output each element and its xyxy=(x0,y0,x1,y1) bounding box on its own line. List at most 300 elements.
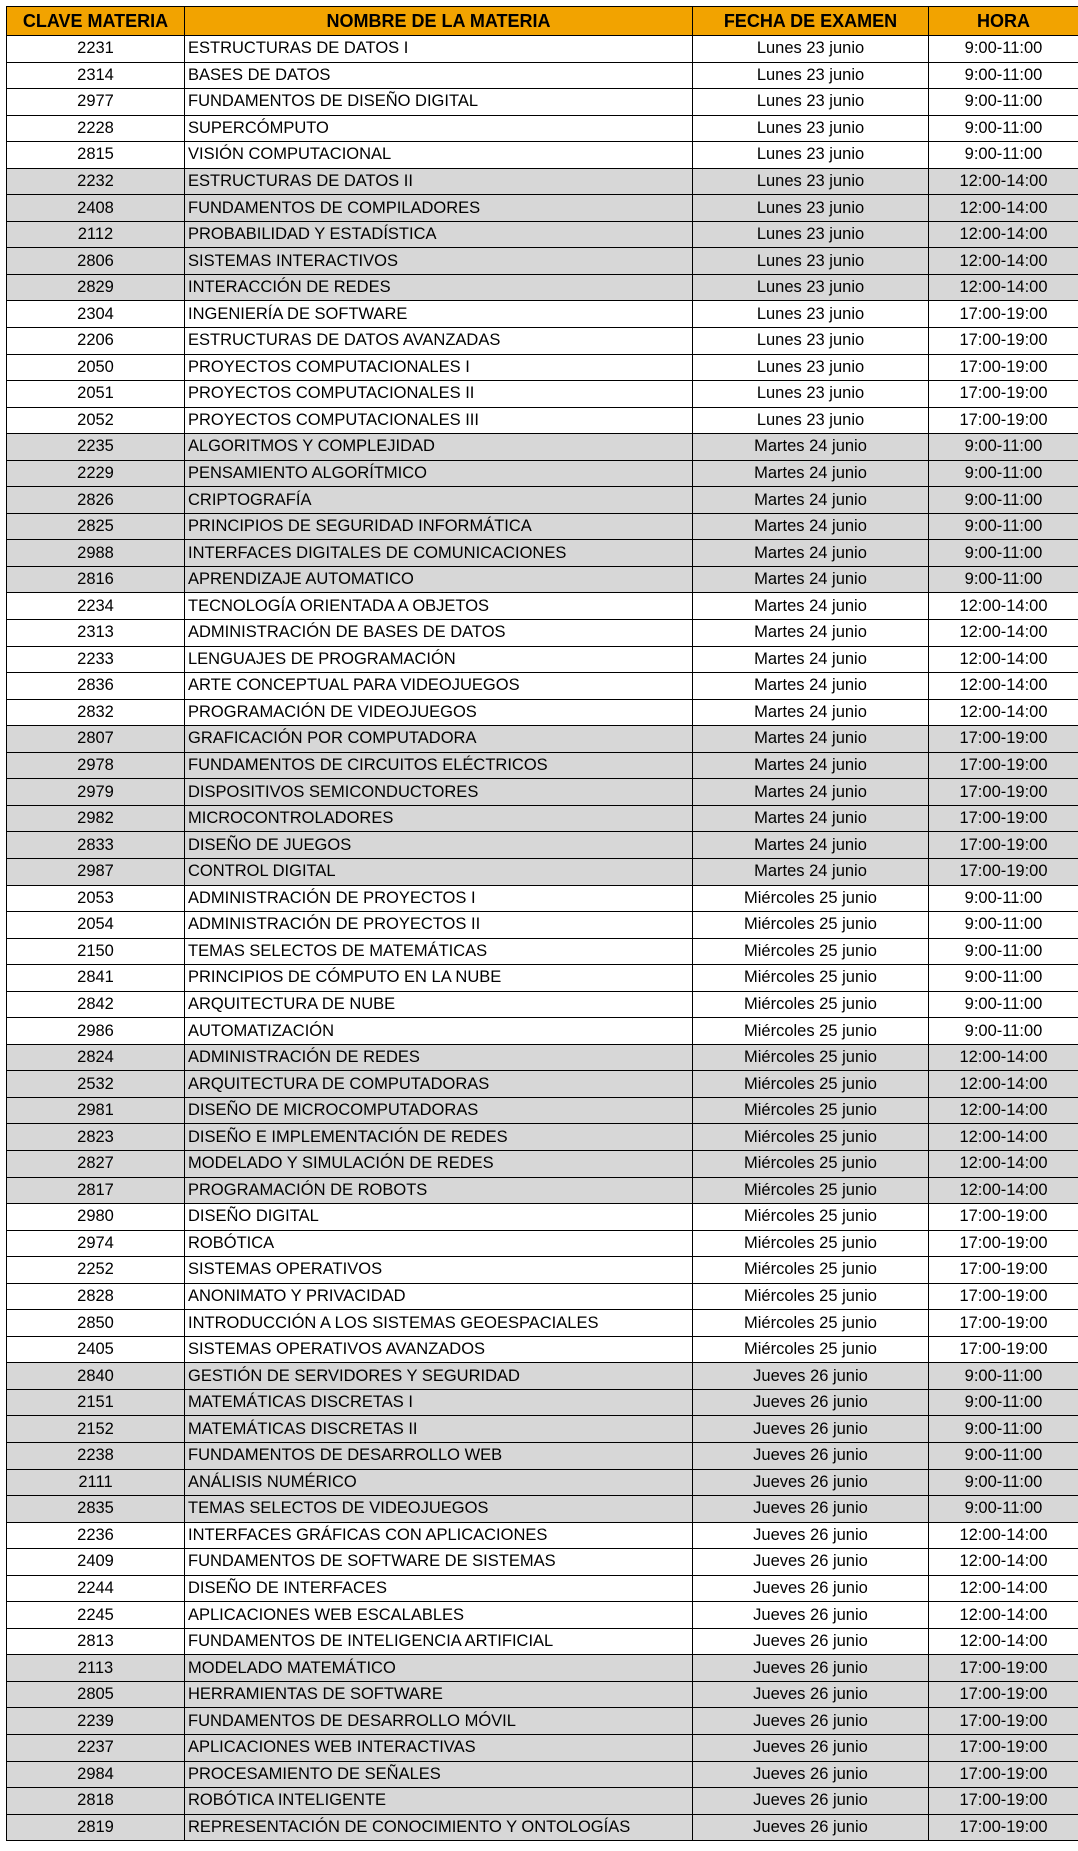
hora-cell: 17:00-19:00 xyxy=(929,1761,1078,1788)
fecha-cell: Miércoles 25 junio xyxy=(693,1177,929,1204)
nombre-cell: PROGRAMACIÓN DE VIDEOJUEGOS xyxy=(185,699,693,726)
table-row xyxy=(7,832,1078,859)
clave-cell: 2245 xyxy=(7,1602,185,1629)
header-clave: CLAVE MATERIA xyxy=(7,7,185,36)
clave-cell: 2409 xyxy=(7,1549,185,1576)
table-row xyxy=(7,1761,1078,1788)
nombre-cell: ARQUITECTURA DE COMPUTADORAS xyxy=(185,1071,693,1098)
clave-cell: 2053 xyxy=(7,885,185,912)
clave-cell: 2313 xyxy=(7,620,185,647)
table-row xyxy=(7,1549,1078,1576)
fecha-cell: Lunes 23 junio xyxy=(693,195,929,222)
nombre-cell: ARQUITECTURA DE NUBE xyxy=(185,991,693,1018)
hora-cell: 17:00-19:00 xyxy=(929,779,1078,806)
hora-cell: 17:00-19:00 xyxy=(929,328,1078,355)
fecha-cell: Lunes 23 junio xyxy=(693,115,929,142)
nombre-cell: PROGRAMACIÓN DE ROBOTS xyxy=(185,1177,693,1204)
clave-cell: 2984 xyxy=(7,1761,185,1788)
clave-cell: 2841 xyxy=(7,965,185,992)
nombre-cell: MATEMÁTICAS DISCRETAS I xyxy=(185,1389,693,1416)
table-row xyxy=(7,1442,1078,1469)
nombre-cell: TECNOLOGÍA ORIENTADA A OBJETOS xyxy=(185,593,693,620)
nombre-cell: DISPOSITIVOS SEMICONDUCTORES xyxy=(185,779,693,806)
table-row xyxy=(7,1363,1078,1390)
table-row xyxy=(7,142,1078,169)
fecha-cell: Miércoles 25 junio xyxy=(693,1018,929,1045)
clave-cell: 2982 xyxy=(7,805,185,832)
clave-cell: 2405 xyxy=(7,1336,185,1363)
hora-cell: 12:00-14:00 xyxy=(929,1177,1078,1204)
fecha-cell: Martes 24 junio xyxy=(693,726,929,753)
fecha-cell: Miércoles 25 junio xyxy=(693,1310,929,1337)
nombre-cell: GRAFICACIÓN POR COMPUTADORA xyxy=(185,726,693,753)
clave-cell: 2304 xyxy=(7,301,185,328)
table-row xyxy=(7,593,1078,620)
table-row xyxy=(7,513,1078,540)
table-row xyxy=(7,1655,1078,1682)
nombre-cell: ESTRUCTURAS DE DATOS I xyxy=(185,36,693,63)
table-row xyxy=(7,434,1078,461)
hora-cell: 17:00-19:00 xyxy=(929,407,1078,434)
clave-cell: 2813 xyxy=(7,1628,185,1655)
hora-cell: 17:00-19:00 xyxy=(929,1814,1078,1841)
table-row xyxy=(7,779,1078,806)
clave-cell: 2231 xyxy=(7,36,185,63)
table-row xyxy=(7,115,1078,142)
nombre-cell: MATEMÁTICAS DISCRETAS II xyxy=(185,1416,693,1443)
nombre-cell: TEMAS SELECTOS DE MATEMÁTICAS xyxy=(185,938,693,965)
clave-cell: 2816 xyxy=(7,566,185,593)
fecha-cell: Miércoles 25 junio xyxy=(693,912,929,939)
clave-cell: 2988 xyxy=(7,540,185,567)
table-row xyxy=(7,1788,1078,1815)
fecha-cell: Lunes 23 junio xyxy=(693,168,929,195)
fecha-cell: Martes 24 junio xyxy=(693,699,929,726)
clave-cell: 2979 xyxy=(7,779,185,806)
nombre-cell: PROYECTOS COMPUTACIONALES II xyxy=(185,381,693,408)
table-row xyxy=(7,1708,1078,1735)
fecha-cell: Martes 24 junio xyxy=(693,434,929,461)
nombre-cell: CONTROL DIGITAL xyxy=(185,858,693,885)
clave-cell: 2206 xyxy=(7,328,185,355)
nombre-cell: FUNDAMENTOS DE DISEÑO DIGITAL xyxy=(185,89,693,116)
fecha-cell: Jueves 26 junio xyxy=(693,1602,929,1629)
clave-cell: 2824 xyxy=(7,1044,185,1071)
fecha-cell: Miércoles 25 junio xyxy=(693,1283,929,1310)
hora-cell: 17:00-19:00 xyxy=(929,726,1078,753)
table-row xyxy=(7,1575,1078,1602)
table-row xyxy=(7,248,1078,275)
clave-cell: 2807 xyxy=(7,726,185,753)
nombre-cell: ANONIMATO Y PRIVACIDAD xyxy=(185,1283,693,1310)
nombre-cell: ANÁLISIS NUMÉRICO xyxy=(185,1469,693,1496)
hora-cell: 17:00-19:00 xyxy=(929,1310,1078,1337)
hora-cell: 17:00-19:00 xyxy=(929,1230,1078,1257)
nombre-cell: MODELADO MATEMÁTICO xyxy=(185,1655,693,1682)
nombre-cell: FUNDAMENTOS DE CIRCUITOS ELÉCTRICOS xyxy=(185,752,693,779)
fecha-cell: Jueves 26 junio xyxy=(693,1655,929,1682)
table-row xyxy=(7,566,1078,593)
hora-cell: 9:00-11:00 xyxy=(929,1389,1078,1416)
header-hora: HORA xyxy=(929,7,1078,36)
hora-cell: 9:00-11:00 xyxy=(929,1469,1078,1496)
table-row xyxy=(7,460,1078,487)
fecha-cell: Lunes 23 junio xyxy=(693,274,929,301)
nombre-cell: PRINCIPIOS DE SEGURIDAD INFORMÁTICA xyxy=(185,513,693,540)
hora-cell: 9:00-11:00 xyxy=(929,885,1078,912)
clave-cell: 2238 xyxy=(7,1442,185,1469)
fecha-cell: Martes 24 junio xyxy=(693,566,929,593)
hora-cell: 9:00-11:00 xyxy=(929,115,1078,142)
table-row xyxy=(7,912,1078,939)
fecha-cell: Martes 24 junio xyxy=(693,858,929,885)
clave-cell: 2850 xyxy=(7,1310,185,1337)
nombre-cell: SISTEMAS OPERATIVOS AVANZADOS xyxy=(185,1336,693,1363)
fecha-cell: Lunes 23 junio xyxy=(693,142,929,169)
clave-cell: 2111 xyxy=(7,1469,185,1496)
nombre-cell: BASES DE DATOS xyxy=(185,62,693,89)
fecha-cell: Jueves 26 junio xyxy=(693,1469,929,1496)
clave-cell: 2986 xyxy=(7,1018,185,1045)
fecha-cell: Lunes 23 junio xyxy=(693,407,929,434)
hora-cell: 12:00-14:00 xyxy=(929,1150,1078,1177)
clave-cell: 2150 xyxy=(7,938,185,965)
hora-cell: 9:00-11:00 xyxy=(929,540,1078,567)
table-row xyxy=(7,274,1078,301)
nombre-cell: INTERACCIÓN DE REDES xyxy=(185,274,693,301)
table-row xyxy=(7,646,1078,673)
clave-cell: 2113 xyxy=(7,1655,185,1682)
clave-cell: 2050 xyxy=(7,354,185,381)
hora-cell: 17:00-19:00 xyxy=(929,354,1078,381)
fecha-cell: Jueves 26 junio xyxy=(693,1416,929,1443)
nombre-cell: APLICACIONES WEB ESCALABLES xyxy=(185,1602,693,1629)
hora-cell: 9:00-11:00 xyxy=(929,513,1078,540)
hora-cell: 17:00-19:00 xyxy=(929,752,1078,779)
nombre-cell: HERRAMIENTAS DE SOFTWARE xyxy=(185,1681,693,1708)
table-row xyxy=(7,1283,1078,1310)
hora-cell: 12:00-14:00 xyxy=(929,274,1078,301)
fecha-cell: Miércoles 25 junio xyxy=(693,1230,929,1257)
clave-cell: 2980 xyxy=(7,1204,185,1231)
hora-cell: 9:00-11:00 xyxy=(929,938,1078,965)
table-row xyxy=(7,965,1078,992)
exam-schedule xyxy=(6,6,1078,1841)
fecha-cell: Miércoles 25 junio xyxy=(693,1124,929,1151)
nombre-cell: PROBABILIDAD Y ESTADÍSTICA xyxy=(185,221,693,248)
nombre-cell: ESTRUCTURAS DE DATOS II xyxy=(185,168,693,195)
table-row xyxy=(7,195,1078,222)
hora-cell: 12:00-14:00 xyxy=(929,620,1078,647)
nombre-cell: PENSAMIENTO ALGORÍTMICO xyxy=(185,460,693,487)
table-row xyxy=(7,36,1078,63)
nombre-cell: FUNDAMENTOS DE INTELIGENCIA ARTIFICIAL xyxy=(185,1628,693,1655)
clave-cell: 2840 xyxy=(7,1363,185,1390)
table-row xyxy=(7,487,1078,514)
clave-cell: 2112 xyxy=(7,221,185,248)
table-row xyxy=(7,1018,1078,1045)
nombre-cell: TEMAS SELECTOS DE VIDEOJUEGOS xyxy=(185,1496,693,1523)
table-row xyxy=(7,1522,1078,1549)
nombre-cell: ALGORITMOS Y COMPLEJIDAD xyxy=(185,434,693,461)
hora-cell: 17:00-19:00 xyxy=(929,1735,1078,1762)
hora-cell: 17:00-19:00 xyxy=(929,1336,1078,1363)
hora-cell: 12:00-14:00 xyxy=(929,673,1078,700)
hora-cell: 9:00-11:00 xyxy=(929,36,1078,63)
hora-cell: 17:00-19:00 xyxy=(929,381,1078,408)
nombre-cell: ADMINISTRACIÓN DE PROYECTOS I xyxy=(185,885,693,912)
clave-cell: 2152 xyxy=(7,1416,185,1443)
table-row xyxy=(7,699,1078,726)
nombre-cell: INTRODUCCIÓN A LOS SISTEMAS GEOESPACIALES xyxy=(185,1310,693,1337)
fecha-cell: Martes 24 junio xyxy=(693,487,929,514)
nombre-cell: FUNDAMENTOS DE DESARROLLO WEB xyxy=(185,1442,693,1469)
nombre-cell: INTERFACES DIGITALES DE COMUNICACIONES xyxy=(185,540,693,567)
nombre-cell: DISEÑO DE MICROCOMPUTADORAS xyxy=(185,1097,693,1124)
table-row xyxy=(7,328,1078,355)
table-row xyxy=(7,1044,1078,1071)
clave-cell: 2229 xyxy=(7,460,185,487)
fecha-cell: Jueves 26 junio xyxy=(693,1575,929,1602)
nombre-cell: SISTEMAS INTERACTIVOS xyxy=(185,248,693,275)
clave-cell: 2228 xyxy=(7,115,185,142)
table-row xyxy=(7,1257,1078,1284)
clave-cell: 2833 xyxy=(7,832,185,859)
fecha-cell: Miércoles 25 junio xyxy=(693,885,929,912)
fecha-cell: Miércoles 25 junio xyxy=(693,1044,929,1071)
fecha-cell: Miércoles 25 junio xyxy=(693,1204,929,1231)
table-row xyxy=(7,1230,1078,1257)
nombre-cell: ADMINISTRACIÓN DE PROYECTOS II xyxy=(185,912,693,939)
table-row xyxy=(7,752,1078,779)
clave-cell: 2314 xyxy=(7,62,185,89)
nombre-cell: PRINCIPIOS DE CÓMPUTO EN LA NUBE xyxy=(185,965,693,992)
nombre-cell: ADMINISTRACIÓN DE REDES xyxy=(185,1044,693,1071)
table-row xyxy=(7,301,1078,328)
clave-cell: 2974 xyxy=(7,1230,185,1257)
hora-cell: 17:00-19:00 xyxy=(929,1788,1078,1815)
table-row xyxy=(7,1416,1078,1443)
clave-cell: 2825 xyxy=(7,513,185,540)
fecha-cell: Martes 24 junio xyxy=(693,540,929,567)
nombre-cell: LENGUAJES DE PROGRAMACIÓN xyxy=(185,646,693,673)
fecha-cell: Miércoles 25 junio xyxy=(693,965,929,992)
fecha-cell: Lunes 23 junio xyxy=(693,381,929,408)
hora-cell: 12:00-14:00 xyxy=(929,1071,1078,1098)
table-row xyxy=(7,620,1078,647)
table-row xyxy=(7,726,1078,753)
header-nombre: NOMBRE DE LA MATERIA xyxy=(185,7,693,36)
fecha-cell: Jueves 26 junio xyxy=(693,1708,929,1735)
nombre-cell: PROYECTOS COMPUTACIONALES I xyxy=(185,354,693,381)
clave-cell: 2977 xyxy=(7,89,185,116)
hora-cell: 17:00-19:00 xyxy=(929,858,1078,885)
table-row xyxy=(7,1814,1078,1841)
table-row xyxy=(7,381,1078,408)
fecha-cell: Jueves 26 junio xyxy=(693,1788,929,1815)
hora-cell: 12:00-14:00 xyxy=(929,195,1078,222)
table-row xyxy=(7,1336,1078,1363)
hora-cell: 12:00-14:00 xyxy=(929,1602,1078,1629)
nombre-cell: VISIÓN COMPUTACIONAL xyxy=(185,142,693,169)
table-row xyxy=(7,805,1078,832)
nombre-cell: PROCESAMIENTO DE SEÑALES xyxy=(185,1761,693,1788)
hora-cell: 9:00-11:00 xyxy=(929,1442,1078,1469)
hora-cell: 9:00-11:00 xyxy=(929,89,1078,116)
nombre-cell: PROYECTOS COMPUTACIONALES III xyxy=(185,407,693,434)
hora-cell: 9:00-11:00 xyxy=(929,1496,1078,1523)
nombre-cell: APLICACIONES WEB INTERACTIVAS xyxy=(185,1735,693,1762)
hora-cell: 12:00-14:00 xyxy=(929,1628,1078,1655)
nombre-cell: INTERFACES GRÁFICAS CON APLICACIONES xyxy=(185,1522,693,1549)
clave-cell: 2232 xyxy=(7,168,185,195)
clave-cell: 2978 xyxy=(7,752,185,779)
table-row xyxy=(7,1602,1078,1629)
hora-cell: 12:00-14:00 xyxy=(929,1124,1078,1151)
table-row xyxy=(7,938,1078,965)
nombre-cell: MODELADO Y SIMULACIÓN DE REDES xyxy=(185,1150,693,1177)
nombre-cell: AUTOMATIZACIÓN xyxy=(185,1018,693,1045)
fecha-cell: Lunes 23 junio xyxy=(693,248,929,275)
table-row xyxy=(7,168,1078,195)
fecha-cell: Jueves 26 junio xyxy=(693,1363,929,1390)
table-row xyxy=(7,89,1078,116)
table-row xyxy=(7,1496,1078,1523)
header-fecha: FECHA DE EXAMEN xyxy=(693,7,929,36)
hora-cell: 12:00-14:00 xyxy=(929,1097,1078,1124)
hora-cell: 9:00-11:00 xyxy=(929,142,1078,169)
table-row xyxy=(7,1469,1078,1496)
hora-cell: 17:00-19:00 xyxy=(929,1257,1078,1284)
table-row xyxy=(7,991,1078,1018)
hora-cell: 17:00-19:00 xyxy=(929,1283,1078,1310)
header-row xyxy=(7,7,1078,36)
nombre-cell: FUNDAMENTOS DE DESARROLLO MÓVIL xyxy=(185,1708,693,1735)
clave-cell: 2826 xyxy=(7,487,185,514)
fecha-cell: Miércoles 25 junio xyxy=(693,1071,929,1098)
hora-cell: 12:00-14:00 xyxy=(929,1549,1078,1576)
table-row xyxy=(7,1071,1078,1098)
hora-cell: 17:00-19:00 xyxy=(929,301,1078,328)
clave-cell: 2051 xyxy=(7,381,185,408)
fecha-cell: Lunes 23 junio xyxy=(693,328,929,355)
clave-cell: 2805 xyxy=(7,1681,185,1708)
table-row xyxy=(7,1177,1078,1204)
hora-cell: 17:00-19:00 xyxy=(929,1655,1078,1682)
exam-schedule-table xyxy=(6,6,1078,1841)
hora-cell: 12:00-14:00 xyxy=(929,593,1078,620)
fecha-cell: Miércoles 25 junio xyxy=(693,1257,929,1284)
clave-cell: 2234 xyxy=(7,593,185,620)
clave-cell: 2819 xyxy=(7,1814,185,1841)
nombre-cell: INGENIERÍA DE SOFTWARE xyxy=(185,301,693,328)
hora-cell: 9:00-11:00 xyxy=(929,912,1078,939)
nombre-cell: APRENDIZAJE AUTOMATICO xyxy=(185,566,693,593)
clave-cell: 2408 xyxy=(7,195,185,222)
table-row xyxy=(7,354,1078,381)
hora-cell: 17:00-19:00 xyxy=(929,832,1078,859)
hora-cell: 12:00-14:00 xyxy=(929,646,1078,673)
table-row xyxy=(7,540,1078,567)
clave-cell: 2052 xyxy=(7,407,185,434)
clave-cell: 2235 xyxy=(7,434,185,461)
clave-cell: 2815 xyxy=(7,142,185,169)
table-row xyxy=(7,221,1078,248)
hora-cell: 9:00-11:00 xyxy=(929,1363,1078,1390)
fecha-cell: Martes 24 junio xyxy=(693,460,929,487)
nombre-cell: DISEÑO E IMPLEMENTACIÓN DE REDES xyxy=(185,1124,693,1151)
table-row xyxy=(7,62,1078,89)
hora-cell: 9:00-11:00 xyxy=(929,991,1078,1018)
nombre-cell: SISTEMAS OPERATIVOS xyxy=(185,1257,693,1284)
nombre-cell: REPRESENTACIÓN DE CONOCIMIENTO Y ONTOLOGÍAS xyxy=(185,1814,693,1841)
clave-cell: 2981 xyxy=(7,1097,185,1124)
clave-cell: 2252 xyxy=(7,1257,185,1284)
clave-cell: 2987 xyxy=(7,858,185,885)
nombre-cell: DISEÑO DIGITAL xyxy=(185,1204,693,1231)
nombre-cell: DISEÑO DE INTERFACES xyxy=(185,1575,693,1602)
hora-cell: 9:00-11:00 xyxy=(929,62,1078,89)
table-row xyxy=(7,673,1078,700)
fecha-cell: Lunes 23 junio xyxy=(693,221,929,248)
fecha-cell: Jueves 26 junio xyxy=(693,1442,929,1469)
clave-cell: 2828 xyxy=(7,1283,185,1310)
hora-cell: 17:00-19:00 xyxy=(929,805,1078,832)
fecha-cell: Jueves 26 junio xyxy=(693,1681,929,1708)
table-row xyxy=(7,858,1078,885)
clave-cell: 2239 xyxy=(7,1708,185,1735)
clave-cell: 2823 xyxy=(7,1124,185,1151)
hora-cell: 9:00-11:00 xyxy=(929,460,1078,487)
clave-cell: 2818 xyxy=(7,1788,185,1815)
fecha-cell: Martes 24 junio xyxy=(693,513,929,540)
clave-cell: 2151 xyxy=(7,1389,185,1416)
fecha-cell: Miércoles 25 junio xyxy=(693,991,929,1018)
hora-cell: 9:00-11:00 xyxy=(929,487,1078,514)
clave-cell: 2836 xyxy=(7,673,185,700)
clave-cell: 2827 xyxy=(7,1150,185,1177)
table-row xyxy=(7,1628,1078,1655)
fecha-cell: Jueves 26 junio xyxy=(693,1549,929,1576)
table-row xyxy=(7,1124,1078,1151)
nombre-cell: ARTE CONCEPTUAL PARA VIDEOJUEGOS xyxy=(185,673,693,700)
hora-cell: 17:00-19:00 xyxy=(929,1708,1078,1735)
clave-cell: 2532 xyxy=(7,1071,185,1098)
hora-cell: 9:00-11:00 xyxy=(929,1018,1078,1045)
fecha-cell: Lunes 23 junio xyxy=(693,89,929,116)
hora-cell: 9:00-11:00 xyxy=(929,965,1078,992)
fecha-cell: Martes 24 junio xyxy=(693,832,929,859)
fecha-cell: Martes 24 junio xyxy=(693,646,929,673)
hora-cell: 9:00-11:00 xyxy=(929,566,1078,593)
nombre-cell: ADMINISTRACIÓN DE BASES DE DATOS xyxy=(185,620,693,647)
hora-cell: 12:00-14:00 xyxy=(929,1522,1078,1549)
table-row xyxy=(7,407,1078,434)
fecha-cell: Martes 24 junio xyxy=(693,752,929,779)
fecha-cell: Jueves 26 junio xyxy=(693,1814,929,1841)
hora-cell: 9:00-11:00 xyxy=(929,434,1078,461)
clave-cell: 2054 xyxy=(7,912,185,939)
clave-cell: 2817 xyxy=(7,1177,185,1204)
nombre-cell: MICROCONTROLADORES xyxy=(185,805,693,832)
hora-cell: 12:00-14:00 xyxy=(929,1575,1078,1602)
nombre-cell: GESTIÓN DE SERVIDORES Y SEGURIDAD xyxy=(185,1363,693,1390)
table-row xyxy=(7,1150,1078,1177)
fecha-cell: Martes 24 junio xyxy=(693,805,929,832)
fecha-cell: Jueves 26 junio xyxy=(693,1628,929,1655)
hora-cell: 12:00-14:00 xyxy=(929,699,1078,726)
fecha-cell: Miércoles 25 junio xyxy=(693,1150,929,1177)
